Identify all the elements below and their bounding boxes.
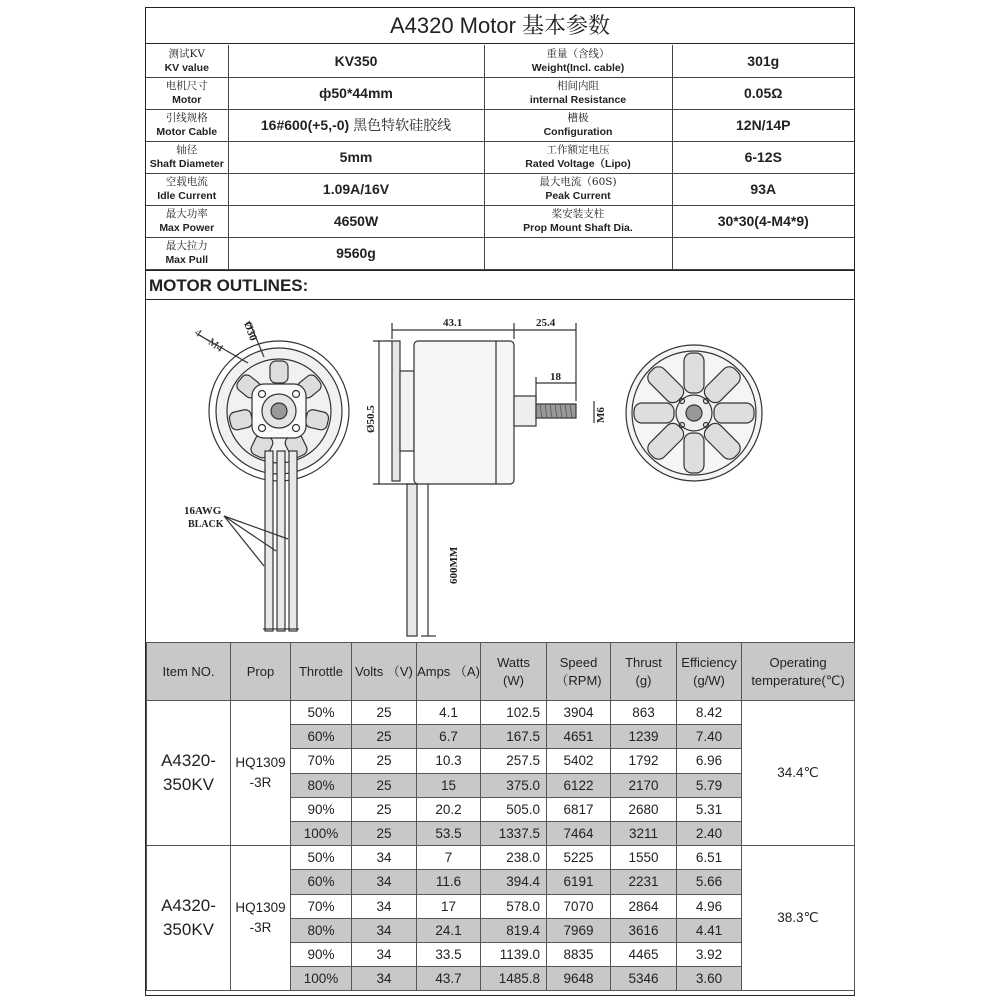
thrust-cell: 2864 bbox=[611, 894, 677, 918]
spec-label: 相间内阻 internal Resistance bbox=[484, 77, 672, 109]
volts-cell: 25 bbox=[352, 773, 417, 797]
cable-color-label: BLACK bbox=[188, 519, 224, 530]
watts-cell: 375.0 bbox=[481, 773, 547, 797]
operating-temperature: 38.3℃ bbox=[742, 846, 855, 991]
prop-model: HQ1309 -3R bbox=[231, 846, 291, 991]
amps-cell: 20.2 bbox=[417, 797, 481, 821]
col-speed: Speed （RPM) bbox=[547, 643, 611, 701]
rear-shaft bbox=[686, 405, 702, 421]
thrust-cell: 2680 bbox=[611, 797, 677, 821]
spec-row bbox=[146, 45, 854, 77]
throttle-cell: 70% bbox=[291, 894, 352, 918]
page-title: A4320 Motor 基本参数 bbox=[146, 8, 854, 44]
volts-cell: 25 bbox=[352, 725, 417, 749]
watts-cell: 102.5 bbox=[481, 701, 547, 725]
amps-cell: 4.1 bbox=[417, 701, 481, 725]
spec-label: 测试KV KV value bbox=[146, 45, 228, 77]
efficiency-cell: 4.96 bbox=[677, 894, 742, 918]
rpm-cell: 7464 bbox=[547, 821, 611, 845]
dim-body: 43.1 bbox=[443, 317, 463, 329]
spec-value: 301g bbox=[672, 45, 854, 77]
volts-cell: 25 bbox=[352, 749, 417, 773]
efficiency-cell: 5.79 bbox=[677, 773, 742, 797]
spec-value: 6-12S bbox=[672, 141, 854, 173]
thrust-cell: 863 bbox=[611, 701, 677, 725]
performance-table bbox=[146, 642, 855, 991]
side-lead bbox=[407, 484, 417, 636]
watts-cell: 1485.8 bbox=[481, 967, 547, 991]
rpm-cell: 5402 bbox=[547, 749, 611, 773]
amps-cell: 10.3 bbox=[417, 749, 481, 773]
efficiency-cell: 6.96 bbox=[677, 749, 742, 773]
spec-label: 工作额定电压 Rated Voltage（Lipo) bbox=[484, 141, 672, 173]
spec-row bbox=[146, 109, 854, 141]
spec-label: 引线规格 Motor Cable bbox=[146, 109, 228, 141]
operating-temperature: 34.4℃ bbox=[742, 701, 855, 846]
volts-cell: 25 bbox=[352, 821, 417, 845]
side-mount bbox=[392, 341, 400, 481]
spec-value bbox=[672, 237, 854, 269]
col-temperature: Operating temperature(℃) bbox=[742, 643, 855, 701]
amps-cell: 24.1 bbox=[417, 918, 481, 942]
spec-row bbox=[146, 237, 854, 269]
amps-cell: 15 bbox=[417, 773, 481, 797]
watts-cell: 257.5 bbox=[481, 749, 547, 773]
efficiency-cell: 4.41 bbox=[677, 918, 742, 942]
dim-diameter: Ø50.5 bbox=[365, 405, 377, 433]
watts-cell: 167.5 bbox=[481, 725, 547, 749]
watts-cell: 238.0 bbox=[481, 846, 547, 870]
efficiency-cell: 5.31 bbox=[677, 797, 742, 821]
dim-thread: 18 bbox=[550, 371, 561, 383]
col-volts: Volts （V) bbox=[352, 643, 417, 701]
spec-value: 93A bbox=[672, 173, 854, 205]
spec-row bbox=[146, 77, 854, 109]
amps-cell: 33.5 bbox=[417, 942, 481, 966]
throttle-cell: 60% bbox=[291, 725, 352, 749]
volts-cell: 34 bbox=[352, 870, 417, 894]
spec-label: 槽极 Configuration bbox=[484, 109, 672, 141]
perf-header-row bbox=[147, 643, 855, 701]
spec-value: ф50*44mm bbox=[228, 77, 484, 109]
spec-table bbox=[146, 45, 854, 270]
amps-cell: 7 bbox=[417, 846, 481, 870]
rpm-cell: 5225 bbox=[547, 846, 611, 870]
thrust-cell: 2170 bbox=[611, 773, 677, 797]
rpm-cell: 6191 bbox=[547, 870, 611, 894]
efficiency-cell: 7.40 bbox=[677, 725, 742, 749]
volts-cell: 34 bbox=[352, 846, 417, 870]
thrust-cell: 1792 bbox=[611, 749, 677, 773]
outlines-heading: MOTOR OUTLINES: bbox=[146, 270, 854, 300]
efficiency-cell: 3.92 bbox=[677, 942, 742, 966]
spec-value: 16#600(+5,-0) 黑色特软硅胶线 bbox=[228, 109, 484, 141]
rpm-cell: 4651 bbox=[547, 725, 611, 749]
col-efficiency: Efficiency (g/W) bbox=[677, 643, 742, 701]
spec-label: 重量（含线） Weight(Incl. cable) bbox=[484, 45, 672, 77]
spec-label bbox=[484, 237, 672, 269]
amps-cell: 6.7 bbox=[417, 725, 481, 749]
thrust-cell: 1239 bbox=[611, 725, 677, 749]
amps-cell: 11.6 bbox=[417, 870, 481, 894]
spec-row bbox=[146, 141, 854, 173]
rpm-cell: 3904 bbox=[547, 701, 611, 725]
spec-label: 最大电流（60S) Peak Current bbox=[484, 173, 672, 205]
watts-cell: 505.0 bbox=[481, 797, 547, 821]
spec-label: 轴径 Shaft Diameter bbox=[146, 141, 228, 173]
front-shaft bbox=[271, 403, 287, 419]
rpm-cell: 8835 bbox=[547, 942, 611, 966]
volts-cell: 25 bbox=[352, 701, 417, 725]
thrust-cell: 3616 bbox=[611, 918, 677, 942]
efficiency-cell: 8.42 bbox=[677, 701, 742, 725]
spec-value: 30*30(4-M4*9) bbox=[672, 205, 854, 237]
thrust-cell: 2231 bbox=[611, 870, 677, 894]
thrust-cell: 1550 bbox=[611, 846, 677, 870]
throttle-cell: 50% bbox=[291, 846, 352, 870]
bolt-label: 4—M4 bbox=[192, 326, 226, 355]
throttle-cell: 60% bbox=[291, 870, 352, 894]
col-amps: Amps （A) bbox=[417, 643, 481, 701]
item-number: A4320- 350KV bbox=[147, 846, 231, 991]
volts-cell: 25 bbox=[352, 797, 417, 821]
throttle-cell: 90% bbox=[291, 942, 352, 966]
spec-value: 9560g bbox=[228, 237, 484, 269]
throttle-cell: 100% bbox=[291, 967, 352, 991]
spec-label: 空载电流 Idle Current bbox=[146, 173, 228, 205]
efficiency-cell: 6.51 bbox=[677, 846, 742, 870]
spec-label: 桨安装支柱 Prop Mount Shaft Dia. bbox=[484, 205, 672, 237]
spec-value: 1.09A/16V bbox=[228, 173, 484, 205]
spec-value: KV350 bbox=[228, 45, 484, 77]
col-watts: Watts (W) bbox=[481, 643, 547, 701]
volts-cell: 34 bbox=[352, 942, 417, 966]
watts-cell: 1337.5 bbox=[481, 821, 547, 845]
rear-view bbox=[626, 345, 762, 481]
watts-cell: 819.4 bbox=[481, 918, 547, 942]
col-throttle: Throttle bbox=[291, 643, 352, 701]
watts-cell: 394.4 bbox=[481, 870, 547, 894]
spec-label: 电机尺寸 Motor bbox=[146, 77, 228, 109]
thrust-cell: 4465 bbox=[611, 942, 677, 966]
rpm-cell: 6817 bbox=[547, 797, 611, 821]
rpm-cell: 6122 bbox=[547, 773, 611, 797]
amps-cell: 53.5 bbox=[417, 821, 481, 845]
throttle-cell: 70% bbox=[291, 749, 352, 773]
throttle-cell: 80% bbox=[291, 918, 352, 942]
side-bell bbox=[414, 341, 514, 484]
spec-value: 0.05Ω bbox=[672, 77, 854, 109]
item-number: A4320- 350KV bbox=[147, 701, 231, 846]
watts-cell: 1139.0 bbox=[481, 942, 547, 966]
efficiency-cell: 3.60 bbox=[677, 967, 742, 991]
dim-shaft: 25.4 bbox=[536, 317, 556, 329]
spec-value: 12N/14P bbox=[672, 109, 854, 141]
rpm-cell: 9648 bbox=[547, 967, 611, 991]
motor-outline-drawing bbox=[146, 301, 854, 643]
volts-cell: 34 bbox=[352, 918, 417, 942]
dim-m6: M6 bbox=[595, 407, 607, 423]
spec-row bbox=[146, 205, 854, 237]
spec-sheet bbox=[145, 7, 855, 996]
col-prop: Prop bbox=[231, 643, 291, 701]
rpm-cell: 7070 bbox=[547, 894, 611, 918]
col-item: Item NO. bbox=[147, 643, 231, 701]
throttle-cell: 50% bbox=[291, 701, 352, 725]
table-row bbox=[147, 701, 855, 725]
dim-lead-length: 600MM bbox=[448, 546, 460, 584]
spec-label: 最大拉力 Max Pull bbox=[146, 237, 228, 269]
volts-cell: 34 bbox=[352, 967, 417, 991]
throttle-cell: 100% bbox=[291, 821, 352, 845]
spec-value: 5mm bbox=[228, 141, 484, 173]
throttle-cell: 80% bbox=[291, 773, 352, 797]
bolt-circle-label: Ø30 bbox=[241, 319, 260, 343]
front-view bbox=[199, 321, 349, 631]
table-row bbox=[147, 846, 855, 870]
cable-gauge-label: 16AWG bbox=[184, 505, 222, 517]
efficiency-cell: 2.40 bbox=[677, 821, 742, 845]
throttle-cell: 90% bbox=[291, 797, 352, 821]
side-view bbox=[373, 323, 594, 636]
col-thrust: Thrust (g) bbox=[611, 643, 677, 701]
front-leads bbox=[265, 451, 297, 631]
amps-cell: 43.7 bbox=[417, 967, 481, 991]
spec-value: 4650W bbox=[228, 205, 484, 237]
prop-model: HQ1309 -3R bbox=[231, 701, 291, 846]
rpm-cell: 7969 bbox=[547, 918, 611, 942]
spec-label: 最大功率 Max Power bbox=[146, 205, 228, 237]
watts-cell: 578.0 bbox=[481, 894, 547, 918]
volts-cell: 34 bbox=[352, 894, 417, 918]
efficiency-cell: 5.66 bbox=[677, 870, 742, 894]
spec-row bbox=[146, 173, 854, 205]
thrust-cell: 3211 bbox=[611, 821, 677, 845]
amps-cell: 17 bbox=[417, 894, 481, 918]
thrust-cell: 5346 bbox=[611, 967, 677, 991]
